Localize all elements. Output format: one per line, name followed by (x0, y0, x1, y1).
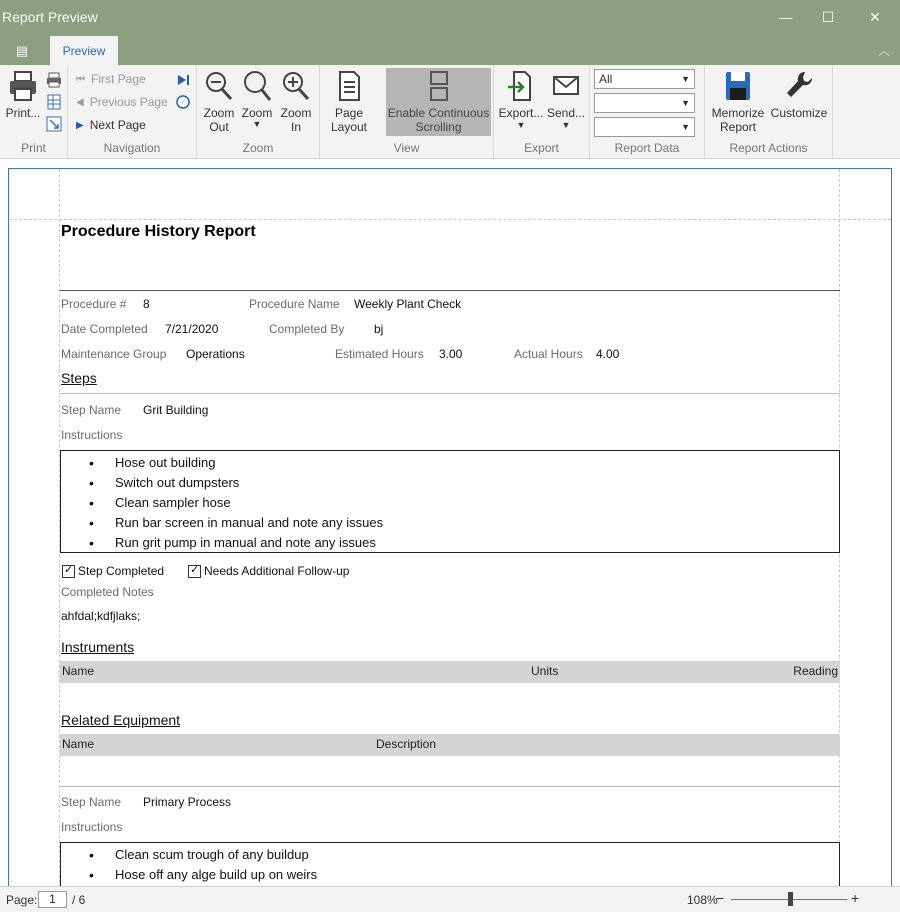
chevron-down-icon: ▼ (681, 74, 690, 84)
continuous-scroll-button[interactable] (386, 68, 491, 136)
save-disk-icon (722, 69, 754, 103)
instruments-heading: Instruments (61, 639, 135, 655)
minimize-icon: — (779, 9, 793, 25)
actual-hours-label: Actual Hours (514, 347, 583, 361)
report-actions-group (705, 65, 833, 159)
instruments-col-reading: Reading (793, 664, 838, 678)
procedure-name-label: Procedure Name (249, 297, 340, 311)
step-name-value: Grit Building (143, 403, 209, 417)
page-label: Page: (6, 893, 38, 907)
actual-hours-value: 4.00 (596, 347, 620, 361)
title-bar (0, 0, 900, 36)
report-page (8, 168, 892, 888)
step-name-label: Step Name (61, 403, 122, 417)
scale-icon[interactable] (45, 115, 63, 133)
close-icon: ✕ (869, 8, 881, 25)
envelope-icon (550, 69, 582, 103)
customize-button[interactable]: Customize (769, 69, 829, 120)
page-layout-icon (333, 69, 365, 103)
date-completed-value: 7/21/2020 (165, 322, 219, 336)
instructions-label: Instructions (61, 820, 123, 834)
zoom-slider-thumb[interactable] (788, 892, 793, 906)
zoom-in-icon (280, 69, 312, 103)
first-page-icon: ⏮ (76, 73, 85, 85)
previous-page-icon: ◀ (76, 96, 84, 108)
zoom-plus-icon[interactable]: + (851, 890, 860, 906)
list-item: • Hose off any alge build up on weirs (61, 865, 839, 885)
maintenance-group-value: Operations (186, 347, 245, 361)
navigation-group-label: Navigation (103, 141, 161, 155)
page-number-input[interactable]: 1 (38, 891, 67, 908)
ribbon-tab-strip (0, 36, 900, 65)
minimize-button[interactable] (763, 0, 809, 34)
header-divider (60, 290, 840, 291)
equipment-table-header (60, 734, 840, 756)
instruments-col-units: Units (531, 664, 559, 678)
zoom-out-button[interactable]: Zoom Out (201, 69, 237, 134)
checkmark-icon (188, 565, 201, 578)
ribbon (0, 65, 900, 159)
steps-divider (60, 393, 840, 394)
list-item: • Clean sampler hose (61, 493, 839, 513)
instructions-box (60, 450, 840, 553)
print-group-label: Print (21, 141, 46, 155)
next-page-icon: ▶ (76, 119, 84, 131)
instructions-box (60, 842, 840, 888)
zoom-minus-icon[interactable]: − (716, 890, 725, 906)
view-group (320, 65, 494, 159)
page-layout-button[interactable]: Page Layout (324, 69, 374, 134)
completed-by-label: Completed By (269, 322, 345, 336)
close-button[interactable] (852, 0, 898, 34)
procedure-number-label: Procedure # (61, 297, 127, 311)
filter-select-1[interactable]: All ▼ (594, 69, 695, 89)
report-data-group (590, 65, 705, 159)
chevron-down-icon: ▼ (681, 122, 690, 132)
equipment-col-description: Description (376, 737, 437, 751)
status-bar (0, 886, 900, 912)
maximize-button[interactable] (805, 0, 851, 34)
document-viewer[interactable] (0, 160, 900, 886)
collapse-ribbon-icon[interactable]: ︿ (877, 44, 890, 58)
continuous-scroll-icon (423, 69, 455, 103)
needs-followup-checkbox: ✓ Needs Additional Follow-up (188, 564, 349, 578)
completed-by-value: bj (374, 322, 384, 336)
print-button[interactable]: Print... (4, 69, 42, 120)
zoom-in-button[interactable]: Zoom In (278, 69, 314, 134)
print-group (0, 65, 68, 159)
view-group-label: View (393, 141, 420, 155)
quick-print-icon[interactable] (45, 71, 63, 89)
export-icon (505, 69, 537, 103)
previous-page-button[interactable]: ◀ Previous Page (76, 95, 168, 109)
continuous-scroll-content: Enable Continuous Scrolling (386, 69, 491, 134)
report-data-group-label: Report Data (614, 141, 680, 155)
report-title: Procedure History Report (61, 223, 256, 240)
export-group (494, 65, 590, 159)
step-name-value: Primary Process (143, 795, 232, 809)
printer-icon (7, 69, 39, 103)
zoom-group (197, 65, 320, 159)
related-equipment-heading: Related Equipment (61, 712, 181, 728)
list-item: • Switch out dumpsters (61, 473, 839, 493)
maximize-icon: ☐ (821, 8, 835, 25)
next-page-button[interactable]: ▶ Next Page (76, 118, 146, 132)
export-button[interactable]: Export... ▼ (499, 69, 543, 130)
filter-select-3[interactable] (594, 117, 695, 137)
zoom-group-label: Zoom (242, 141, 274, 155)
chevron-down-icon: ▼ (681, 98, 690, 108)
go-to-page-icon[interactable] (174, 93, 192, 111)
date-completed-label: Date Completed (61, 322, 148, 336)
step-completed-checkbox: ✓ Step Completed (62, 564, 164, 578)
list-item: • Hose out building (61, 453, 839, 473)
list-item: • Run bar screen in manual and note any issues (61, 513, 839, 533)
procedure-name-value: Weekly Plant Check (354, 297, 462, 311)
first-page-button[interactable]: ⏮ First Page (76, 72, 146, 86)
window-title: Report Preview (2, 9, 98, 25)
estimated-hours-label: Estimated Hours (335, 347, 424, 361)
instruments-table-header (60, 661, 840, 683)
last-page-icon[interactable] (174, 71, 192, 89)
equipment-col-name: Name (62, 737, 95, 751)
list-item: • Clean scum trough of any buildup (61, 845, 839, 865)
steps-heading: Steps (61, 370, 97, 386)
margin-guide-top (9, 219, 891, 220)
page-setup-icon[interactable] (45, 93, 63, 111)
zoom-out-icon (203, 69, 235, 103)
maintenance-group-label: Maintenance Group (61, 347, 167, 361)
completed-notes-label: Completed Notes (61, 585, 154, 599)
step-divider (60, 786, 840, 787)
instructions-list (61, 453, 839, 553)
export-group-label: Export (524, 141, 559, 155)
send-button[interactable]: Send... ▼ (544, 69, 588, 130)
zoom-button[interactable]: Zoom ▼ (239, 69, 275, 128)
wrench-icon (783, 69, 815, 103)
zoom-icon (241, 69, 273, 103)
list-item: • Run grit pump in manual and note any issues (61, 533, 839, 553)
completed-notes-value: ahfdal;kdfjlaks; (61, 609, 141, 623)
zoom-level: 108% (687, 893, 718, 907)
step-name-label: Step Name (61, 795, 122, 809)
zoom-dropdown-icon: ▼ (252, 119, 262, 129)
filter-select-2[interactable] (594, 93, 695, 113)
page-total: / 6 (72, 893, 86, 907)
tab-preview[interactable]: Preview (50, 36, 118, 65)
send-dropdown-icon: ▼ (561, 120, 571, 130)
export-dropdown-icon: ▼ (516, 120, 526, 130)
instructions-label: Instructions (61, 428, 123, 442)
procedure-number-value: 8 (143, 297, 150, 311)
instructions-list (61, 845, 839, 885)
navigation-group (68, 65, 197, 159)
app-menu-icon[interactable]: ▤ (15, 43, 29, 58)
memorize-report-button[interactable]: Memorize Report (709, 69, 767, 134)
checkmark-icon (62, 565, 75, 578)
estimated-hours-value: 3.00 (439, 347, 463, 361)
instruments-col-name: Name (62, 664, 95, 678)
report-actions-group-label: Report Actions (729, 141, 808, 155)
